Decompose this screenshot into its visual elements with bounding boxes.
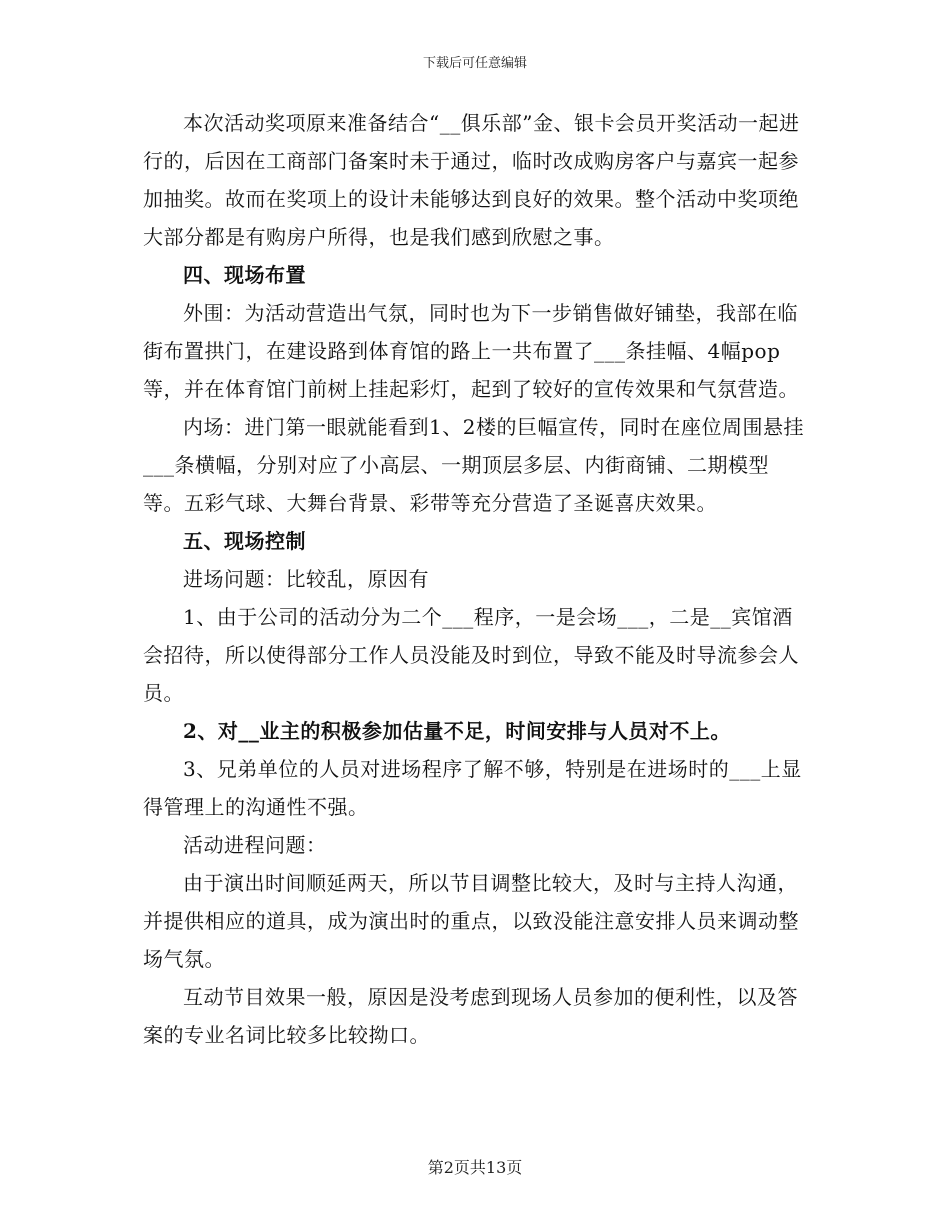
paragraph-entry-issues: 进场问题：比较乱，原因有	[183, 567, 429, 591]
paragraph-item-1: 1、由于公司的活动分为二个___程序，一是会场___，二是__宾馆酒会招待，所以使得部分工作人员没能及时到位，导致不能及时导流参会人员。	[143, 605, 799, 705]
section-heading-venue-layout: 四、现场布置	[183, 263, 306, 287]
paragraph-process-issues: 活动进程问题：	[183, 833, 327, 857]
paragraph-interior: 内场：进门第一眼就能看到1、2楼的巨幅宣传，同时在座位周围悬挂___条横幅，分别对应了小高层、一期顶层多层、内街商铺、二期模型等。五彩气球、大舞台背景、彩带等充分营造了圣诞喜庆效果。	[143, 415, 804, 515]
page-header: 下载后可任意编辑	[422, 56, 527, 71]
paragraph-exterior: 外围：为活动营造出气氛，同时也为下一步销售做好铺垫，我部在临街布置拱门，在建设路到体育馆的路上一共布置了___条挂幅、4幅pop等，并在体育馆门前树上挂起彩灯，起到了较好的宣传效果和气氛营造。	[143, 301, 799, 401]
paragraph-item-3: 3、兄弟单位的人员对进场程序了解不够，特别是在进场时的___上显得管理上的沟通性不强。	[143, 757, 802, 819]
section-heading-venue-control: 五、现场控制	[183, 529, 306, 553]
paragraph-awards: 本次活动奖项原来准备结合“__俱乐部”金、银卡会员开奖活动一起进行的，后因在工商部门备案时未于通过，临时改成购房客户与嘉宾一起参加抽奖。故而在奖项上的设计未能够达到良好的效果。整个活动中奖项绝大部分都是有购房户所得，也是我们感到欣慰之事。	[143, 111, 800, 249]
paragraph-item-2: 2、对__业主的积极参加估量不足，时间安排与人员对不上。	[183, 719, 731, 743]
paragraph-interaction: 互动节目效果一般，原因是没考虑到现场人员参加的便利性，以及答案的专业名词比较多比较拗口。	[143, 985, 798, 1047]
paragraph-performance: 由于演出时间顺延两天，所以节目调整比较大，及时与主持人沟通，并提供相应的道具，成为演出时的重点，以致没能注意安排人员来调动整场气氛。	[143, 871, 799, 971]
document-body	[143, 104, 807, 1054]
page-footer: 第2页共13页	[427, 1158, 523, 1177]
